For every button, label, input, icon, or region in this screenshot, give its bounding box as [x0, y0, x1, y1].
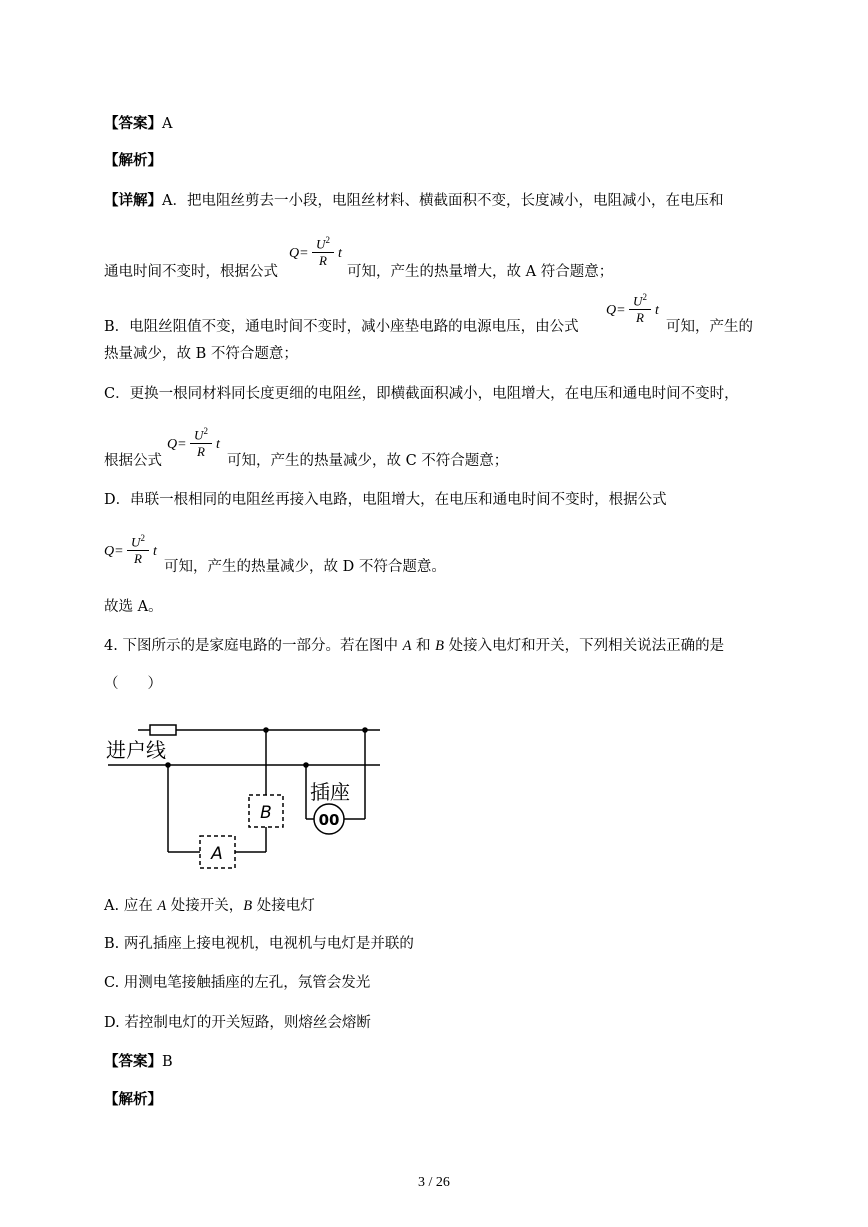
option-a-var: A [157, 898, 167, 914]
formula-exp: 2 [325, 235, 330, 245]
formula-lhs: Q [167, 437, 178, 452]
formula-t: t [216, 437, 220, 452]
var-a: A [402, 638, 412, 654]
option-b: B. 两孔插座上接电视机，电视机与电灯是并联的 [104, 936, 414, 952]
fuse [150, 725, 176, 735]
incoming-line-label: 进户线 [106, 738, 166, 762]
formula-exp: 2 [203, 426, 208, 436]
formula-exp: 2 [642, 292, 647, 302]
option-a-var: B [243, 898, 253, 914]
detail-line-3a: B．电阻丝阻值不变，通电时间不变时，减小座垫电路的电源电压，由公式 [104, 319, 579, 335]
formula-num: U [194, 427, 204, 443]
page-number: 3 / 26 [418, 1175, 450, 1190]
detail-line-6b: 可知，产生的热量减少，故 C 不符合题意； [227, 453, 509, 469]
formula-fraction [190, 423, 212, 460]
answer-line [104, 114, 172, 134]
formula-fraction [629, 289, 651, 326]
box-a-label: A [211, 844, 223, 864]
analysis-heading-2: 【解析】 [104, 1091, 162, 1108]
formula-fraction [312, 232, 334, 269]
formula-eq: = [300, 246, 308, 261]
detail-prefix: 【详解】 [104, 192, 162, 209]
detail-line-2a: 通电时间不变时，根据公式 [104, 264, 278, 280]
question-text: 和 [411, 638, 436, 654]
socket-symbol: 00 [318, 811, 340, 829]
detail-line-5: C．更换一根同材料同长度更细的电阻丝，即横截面积减小，电阻增大，在电压和通电时间不变时， [104, 386, 739, 402]
detail-line-2b: 可知，产生的热量增大，故 A 符合题意； [347, 264, 614, 280]
formula-num: U [633, 293, 643, 309]
option-a-text: A. 应在 [104, 898, 158, 914]
analysis-heading: 【解析】 [104, 152, 162, 169]
detail-line-8b: 可知，产生的热量减少，故 D 不符合题意。 [164, 559, 446, 575]
detail-line-6a: 根据公式 [104, 453, 162, 469]
answer-prefix: 【答案】 [104, 1053, 162, 1070]
question-text: 4. 下图所示的是家庭电路的一部分。若在图中 [104, 638, 403, 654]
formula-eq: = [178, 437, 186, 452]
formula-t: t [655, 303, 659, 318]
box-b-label: B [260, 803, 272, 823]
formula-den: R [134, 551, 142, 567]
option-c: C. 用测电笔接触插座的左孔，氖管会发光 [104, 975, 371, 991]
detail-text-1: A．把电阻丝剪去一小段，电阻丝材料、横截面积不变，长度减小，电阻减小，在电压和 [162, 193, 724, 209]
answer-prefix: 【答案】 [104, 115, 162, 132]
formula-num: U [316, 236, 326, 252]
formula-t: t [153, 544, 157, 559]
formula-eq: = [617, 303, 625, 318]
formula-eq: = [115, 544, 123, 559]
answer-line-2 [104, 1052, 173, 1072]
conclusion-line: 故选 A。 [104, 599, 163, 615]
question-4-stem [104, 636, 724, 656]
answer-value: A [162, 116, 173, 132]
formula-t: t [338, 246, 342, 261]
circuit-diagram [100, 715, 390, 875]
formula-lhs: Q [289, 246, 300, 261]
detail-line-4: 热量减少，故 B 不符合题意； [104, 346, 298, 362]
formula-lhs: Q [104, 544, 115, 559]
formula-2 [606, 289, 666, 335]
question-text: 处接入电灯和开关，下列相关说法正确的是 [444, 638, 725, 654]
formula-lhs: Q [606, 303, 617, 318]
option-d: D. 若控制电灯的开关短路，则熔丝会熔断 [104, 1015, 371, 1031]
detail-line-1 [104, 191, 723, 211]
option-a-text: 处接开关， [166, 898, 244, 914]
formula-den: R [319, 253, 327, 269]
formula-1 [289, 232, 349, 278]
formula-exp: 2 [140, 533, 145, 543]
option-a-text: 处接电灯 [252, 898, 315, 914]
formula-den: R [197, 444, 205, 460]
formula-fraction [127, 530, 149, 567]
formula-num: U [131, 534, 141, 550]
question-4-paren: （ ） [104, 676, 162, 692]
detail-line-3b: 可知，产生的 [666, 319, 753, 335]
detail-line-7: D．串联一根相同的电阻丝再接入电路，电阻增大，在电压和通电时间不变时，根据公式 [104, 492, 667, 508]
formula-3 [167, 423, 227, 469]
formula-den: R [636, 310, 644, 326]
socket-label: 插座 [310, 780, 350, 804]
answer-value: B [162, 1054, 173, 1070]
option-a [104, 896, 315, 916]
var-b: B [435, 638, 444, 654]
formula-4 [104, 530, 164, 576]
